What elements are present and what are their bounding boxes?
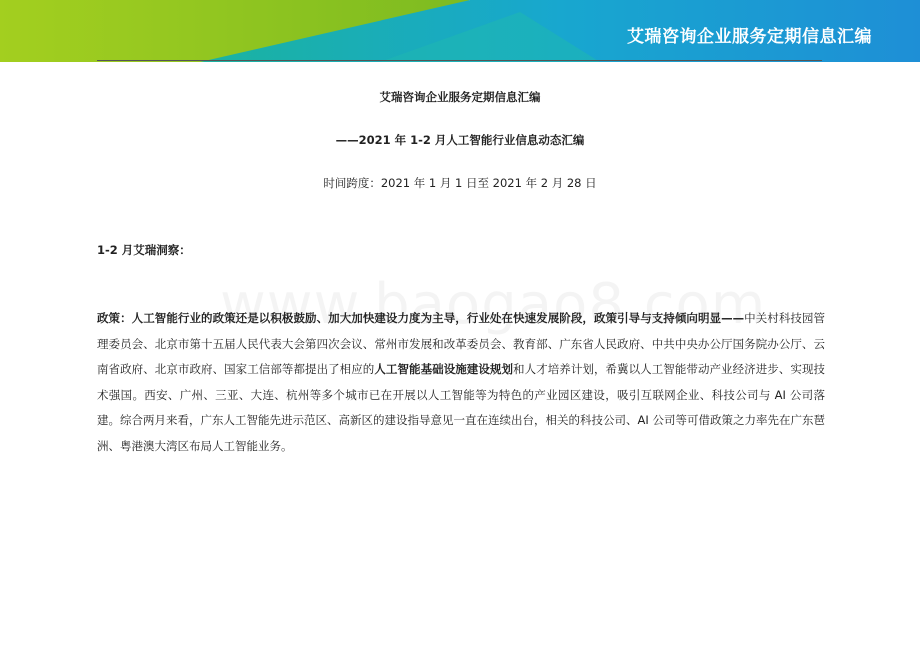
policy-text-2: 和人才培养计划，希冀以人工智能带动产业经济进步、实现技术强国。西安、广州、三亚、大连、杭州等多个城市已在开展以人工智能等为特色的产业园区建设，吸引互联网企业、科技公司与 AI 公司落建。综合两月来看，广东人工智能先进示范区、高新区的建设指导意见一直在连续出台，相关的科技公司、AI 公司等可借政策之力率先在广东琶洲、粤港澳大湾区布局人工智能业务。 <box>97 362 826 453</box>
time-span: 时间跨度：2021 年 1 月 1 日至 2021 年 2 月 28 日 <box>323 176 597 190</box>
banner-title: 艾瑞咨询企业服务定期信息汇编 <box>627 27 872 47</box>
header-divider <box>97 60 822 61</box>
policy-lead: 政策：人工智能行业的政策还是以积极鼓励、加大加快建设力度为主导，行业处在快速发展阶段，政策引导与支持倾向明显—— <box>97 311 745 325</box>
document-subtitle: ——2021 年 1-2 月人工智能行业信息动态汇编 <box>335 133 585 147</box>
policy-paragraph <box>97 306 825 459</box>
policy-bold-2: 人工智能基础设施建设规划 <box>374 362 514 376</box>
header-banner <box>0 0 920 62</box>
insight-heading: 1-2 月艾瑞洞察： <box>97 243 191 257</box>
document-title: 艾瑞咨询企业服务定期信息汇编 <box>379 90 541 104</box>
policy-text-1: 中关村科技园管理委员会、北京市第十五届人民代表大会第四次会议、常州市发展和改革委员会、教育部、广东省人民政府、中共中央办公厅国务院办公厅、云南省政府、北京市政府、国家工信部等都提出了相应的 <box>97 311 825 376</box>
